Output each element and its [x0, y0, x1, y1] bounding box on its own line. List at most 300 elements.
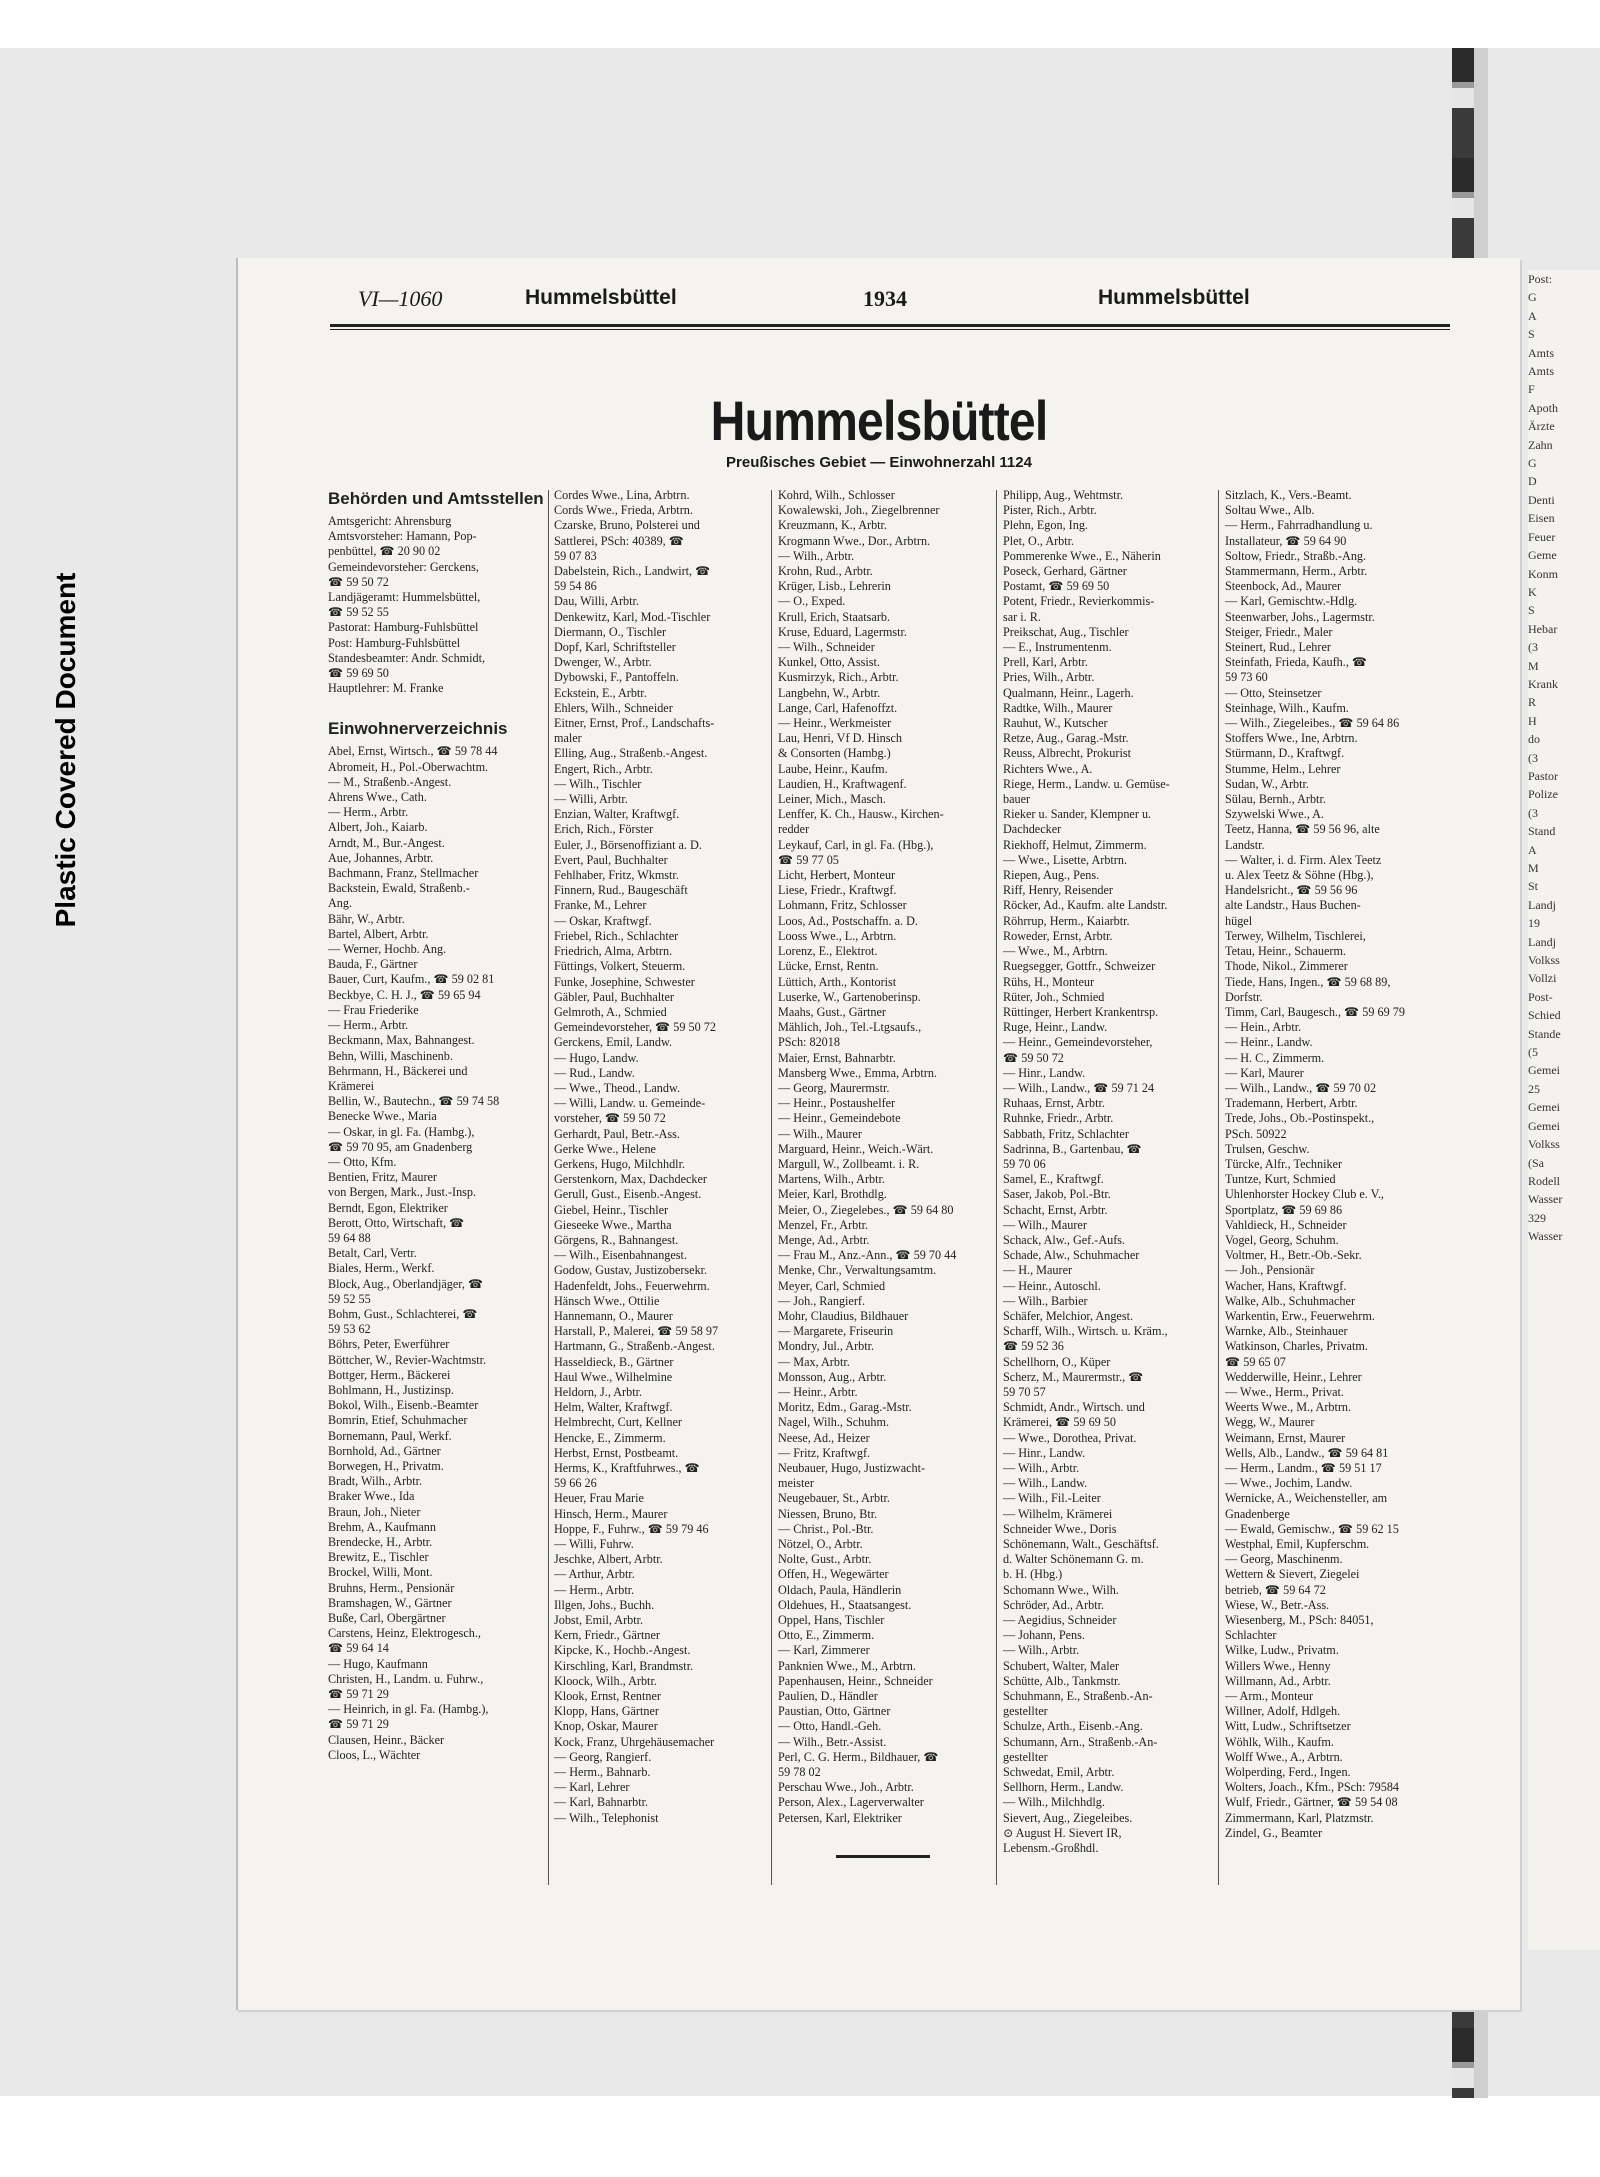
- directory-entry: — O., Exped.: [778, 594, 846, 609]
- directory-entry: Szywelski Wwe., A.: [1225, 807, 1324, 822]
- directory-entry: Godow, Gustav, Justizobersekr.: [554, 1263, 708, 1278]
- page-number: VI—1060: [358, 286, 443, 311]
- directory-entry: Standesbeamter: Andr. Schmidt,: [328, 650, 486, 665]
- adjacent-page-line: Apoth: [1528, 400, 1558, 415]
- directory-entry: ⊙ August H. Sievert IR,: [1003, 1825, 1122, 1840]
- directory-entry: Haul Wwe., Wilhelmine: [554, 1369, 673, 1384]
- directory-entry: — Hugo, Landw.: [554, 1050, 639, 1065]
- directory-entry: Hinsch, Herm., Maurer: [554, 1506, 668, 1521]
- directory-entry: Ruegsegger, Gottfr., Schweizer: [1003, 959, 1156, 974]
- directory-entry: Helmbrecht, Curt, Kellner: [554, 1415, 682, 1430]
- directory-entry: Abel, Ernst, Wirtsch., ☎ 59 78 44: [328, 744, 498, 759]
- directory-entry: Menge, Ad., Arbtr.: [778, 1232, 870, 1247]
- directory-entry: Buße, Carl, Obergärtner: [328, 1611, 446, 1626]
- directory-entry: Post: Hamburg-Fuhlsbüttel: [328, 635, 461, 650]
- directory-entry: — Heinr., Gemeindevorsteher,: [1003, 1035, 1153, 1050]
- directory-entry: Willmann, Ad., Arbtr.: [1225, 1673, 1331, 1688]
- directory-entry: Aue, Johannes, Arbtr.: [328, 850, 434, 865]
- directory-entry: Hannemann, O., Maurer: [554, 1308, 673, 1323]
- directory-entry: Lohmann, Fritz, Schlosser: [778, 898, 907, 913]
- directory-entry: Lange, Carl, Hafenoffzt.: [778, 700, 898, 715]
- directory-entry: Nötzel, O., Arbtr.: [778, 1537, 863, 1552]
- adjacent-page-line: S: [1528, 603, 1535, 618]
- directory-entry: — Werner, Hochb. Ang.: [328, 942, 447, 957]
- directory-entry: 59 52 55: [328, 1291, 371, 1306]
- directory-entry: Steinhage, Wilh., Kaufm.: [1225, 700, 1349, 715]
- directory-entry: maler: [554, 731, 582, 746]
- directory-entry: Eitner, Ernst, Prof., Landschafts-: [554, 716, 715, 731]
- directory-entry: Benecke Wwe., Maria: [328, 1109, 437, 1124]
- directory-entry: — Wilh., Ziegeleibes., ☎ 59 64 86: [1225, 716, 1400, 731]
- adjacent-page-line: Gemei: [1528, 1063, 1560, 1078]
- directory-entry: Hänsch Wwe., Ottilie: [554, 1293, 660, 1308]
- directory-entry: Arndt, M., Bur.-Angest.: [328, 835, 445, 850]
- adjacent-page-line: 19: [1528, 916, 1540, 931]
- directory-entry: Wells, Alb., Landw., ☎ 59 64 81: [1225, 1445, 1389, 1460]
- directory-entry: Clausen, Heinr., Bäcker: [328, 1732, 445, 1747]
- directory-entry: Sportplatz, ☎ 59 69 86: [1225, 1202, 1343, 1217]
- directory-entry: Oppel, Hans, Tischler: [778, 1613, 885, 1628]
- directory-entry: Lau, Henri, Vf D. Hinsch: [778, 731, 902, 746]
- directory-entry: — Wilh., Tischler: [554, 776, 642, 791]
- directory-entry: Bartel, Albert, Arbtr.: [328, 926, 429, 941]
- directory-entry: Wedderwille, Heinr., Lehrer: [1225, 1369, 1362, 1384]
- directory-entry: — Heinr., Gemeindebote: [778, 1111, 901, 1126]
- directory-entry: Röhrrup, Herm., Kaiarbtr.: [1003, 913, 1130, 928]
- directory-entry: — Oskar, in gl. Fa. (Hambg.),: [328, 1124, 475, 1139]
- directory-entry: sar i. R.: [1003, 609, 1041, 624]
- directory-entry: Watkinson, Charles, Privatm.: [1225, 1339, 1368, 1354]
- directory-entry: Schacht, Ernst, Arbtr.: [1003, 1202, 1108, 1217]
- directory-entry: Plehn, Egon, Ing.: [1003, 518, 1088, 533]
- directory-entry: Weimann, Ernst, Maurer: [1225, 1430, 1346, 1445]
- directory-entry: & Consorten (Hambg.): [778, 746, 891, 761]
- running-title-left: Hummelsbüttel: [525, 286, 677, 309]
- directory-entry: ☎ 59 71 29: [328, 1717, 389, 1732]
- adjacent-page-line: Polize: [1528, 787, 1558, 802]
- directory-entry: Görgens, R., Bahnangest.: [554, 1232, 679, 1247]
- directory-entry: Sellhorn, Herm., Landw.: [1003, 1780, 1124, 1795]
- directory-column-1: [328, 488, 548, 1888]
- directory-entry: Sabbath, Fritz, Schlachter: [1003, 1126, 1129, 1141]
- directory-entry: — Hein., Arbtr.: [1225, 1020, 1302, 1035]
- directory-entry: — Wilh., Telephonist: [554, 1810, 659, 1825]
- directory-entry: Kloock, Wilh., Arbtr.: [554, 1673, 657, 1688]
- directory-entry: Sitzlach, K., Vers.-Beamt.: [1225, 488, 1352, 502]
- directory-entry: Bauda, F., Gärtner: [328, 957, 418, 972]
- directory-entry: Westphal, Emil, Kupferschm.: [1225, 1537, 1370, 1552]
- directory-entry: Betalt, Carl, Vertr.: [328, 1246, 417, 1261]
- directory-entry: Wöhlk, Wilh., Kaufm.: [1225, 1734, 1334, 1749]
- directory-entry: Neubauer, Hugo, Justizwacht-: [778, 1461, 926, 1475]
- directory-entry: Berott, Otto, Wirtschaft, ☎: [328, 1215, 465, 1230]
- directory-entry: Neugebauer, St., Arbtr.: [778, 1491, 890, 1506]
- directory-entry: Willner, Adolf, Hdlgeh.: [1225, 1704, 1341, 1719]
- directory-entry: Rühs, H., Monteur: [1003, 974, 1095, 989]
- directory-entry: — Heinr., Arbtr.: [778, 1384, 858, 1399]
- directory-entry: Roweder, Ernst, Arbtr.: [1003, 928, 1113, 943]
- directory-entry: Postamt, ☎ 59 69 50: [1003, 579, 1110, 594]
- adjacent-page-line: Landj: [1528, 897, 1556, 912]
- directory-entry: Mählich, Joh., Tel.-Ltgsaufs.,: [778, 1020, 922, 1035]
- directory-entry: Erich, Rich., Förster: [554, 822, 654, 837]
- directory-entry: ☎ 59 64 14: [328, 1641, 389, 1656]
- adjacent-page-line: Stande: [1528, 1026, 1561, 1041]
- adjacent-page-line: (3: [1528, 805, 1538, 820]
- directory-entry: Bornhold, Ad., Gärtner: [328, 1443, 441, 1458]
- adjacent-page-line: 329: [1528, 1210, 1546, 1225]
- directory-column-5: [1225, 488, 1445, 1888]
- directory-entry: — Wilh., Schneider: [778, 640, 875, 655]
- adjacent-page-line: S: [1528, 327, 1535, 342]
- directory-entry: Martens, Wilh., Arbtr.: [778, 1172, 885, 1187]
- directory-entry: Böhrs, Peter, Ewerführer: [328, 1337, 450, 1352]
- directory-entry: Gerke Wwe., Helene: [554, 1141, 656, 1156]
- directory-entry: Schäfer, Melchior, Angest.: [1003, 1308, 1134, 1323]
- directory-entry: — Wilh., Landw., ☎ 59 70 02: [1225, 1080, 1377, 1095]
- directory-entry: Steenbock, Ad., Maurer: [1225, 579, 1342, 594]
- directory-entry: Diermann, O., Tischler: [554, 624, 667, 639]
- directory-entry: — Wilh., Landw.: [1003, 1476, 1088, 1491]
- directory-entry: Fehlhaber, Fritz, Wkmstr.: [554, 868, 679, 883]
- directory-entry: meister: [778, 1476, 814, 1491]
- directory-entry: Hencke, E., Zimmerm.: [554, 1430, 666, 1445]
- directory-entry: Helm, Walter, Kraftwgf.: [554, 1400, 673, 1415]
- directory-entry: Scherz, M., Maurermstr., ☎: [1003, 1369, 1144, 1384]
- directory-entry: ☎ 59 77 05: [778, 852, 839, 867]
- adjacent-page-line: Wasser: [1528, 1192, 1563, 1207]
- directory-entry: Landjägeramt: Hummelsbüttel,: [328, 590, 481, 605]
- directory-entry: vorsteher, ☎ 59 50 72: [554, 1111, 666, 1126]
- directory-entry: Friedrich, Alma, Arbtrn.: [554, 944, 673, 959]
- directory-entry: Zindel, G., Beamter: [1225, 1825, 1323, 1840]
- directory-entry: Hoppe, F., Fuhrw., ☎ 59 79 46: [554, 1521, 709, 1536]
- directory-entry: Jobst, Emil, Arbtr.: [554, 1613, 644, 1628]
- adjacent-page-line: G: [1528, 456, 1537, 471]
- adjacent-page-line: Landj: [1528, 934, 1556, 949]
- directory-entry: Schack, Alw., Gef.-Aufs.: [1003, 1232, 1126, 1247]
- directory-entry: — Wilh., Landw., ☎ 59 71 24: [1003, 1080, 1155, 1095]
- directory-entry: Soltau Wwe., Alb.: [1225, 503, 1315, 518]
- directory-entry: Friebel, Rich., Schlachter: [554, 928, 679, 943]
- directory-entry: Christen, H., Landm. u. Fuhrw.,: [328, 1671, 484, 1686]
- directory-entry: Berndt, Egon, Elektriker: [328, 1200, 448, 1215]
- directory-entry: Rauhut, W., Kutscher: [1003, 716, 1108, 731]
- directory-entry: 59 54 86: [554, 579, 597, 594]
- directory-entry: Heuer, Frau Marie: [554, 1491, 644, 1506]
- directory-entry: Gäbler, Paul, Buchhalter: [554, 989, 674, 1004]
- directory-entry: Cords Wwe., Frieda, Arbtrn.: [554, 503, 693, 518]
- section-heading: Einwohnerverzeichnis: [328, 719, 508, 739]
- adjacent-page-line: Zahn: [1528, 437, 1553, 452]
- directory-entry: — Herm., Arbtr.: [328, 805, 409, 820]
- directory-entry: Beckmann, Max, Bahnangest.: [328, 1033, 475, 1048]
- directory-entry: Franke, M., Lehrer: [554, 898, 647, 913]
- directory-entry: Papenhausen, Heinr., Schneider: [778, 1673, 933, 1688]
- directory-entry: Tiede, Hans, Ingen., ☎ 59 68 89,: [1225, 974, 1391, 989]
- directory-entry: Brehm, A., Kaufmann: [328, 1519, 436, 1534]
- directory-entry: — Oskar, Kraftwgf.: [554, 913, 652, 928]
- directory-entry: Schubert, Walter, Maler: [1003, 1658, 1120, 1673]
- directory-entry: Kohrd, Wilh., Schlosser: [778, 488, 895, 502]
- directory-entry: Bottger, Herm., Bäckerei: [328, 1367, 451, 1382]
- directory-entry: — Hinr., Landw.: [1003, 1445, 1086, 1460]
- directory-entry: Lücke, Ernst, Rentn.: [778, 959, 879, 974]
- directory-entry: Böttcher, W., Revier-Wachtmstr.: [328, 1352, 487, 1367]
- directory-entry: Ang.: [328, 896, 353, 911]
- adjacent-page-line: H: [1528, 713, 1537, 728]
- directory-entry: Uhlenhorster Hockey Club e. V.,: [1225, 1187, 1384, 1202]
- directory-entry: Pommerenke Wwe., E., Näherin: [1003, 548, 1161, 563]
- directory-entry: Bruhns, Herm., Pensionär: [328, 1580, 455, 1595]
- directory-entry: Moritz, Edm., Garag.-Mstr.: [778, 1400, 912, 1415]
- directory-entry: — Margarete, Friseurin: [778, 1324, 894, 1339]
- directory-entry: Handelsricht., ☎ 59 56 96: [1225, 883, 1358, 898]
- directory-entry: Gerstenkorn, Max, Dachdecker: [554, 1172, 707, 1187]
- directory-entry: Oldehues, H., Staatsangest.: [778, 1597, 912, 1612]
- directory-entry: 59 70 57: [1003, 1384, 1046, 1399]
- directory-entry: Luserke, W., Gartenoberinsp.: [778, 989, 921, 1004]
- directory-entry: Pister, Rich., Arbtr.: [1003, 503, 1097, 518]
- directory-entry: Schlachter: [1225, 1628, 1277, 1643]
- directory-entry: Schütte, Alb., Tankmstr.: [1003, 1673, 1121, 1688]
- directory-entry: Elling, Aug., Straßenb.-Angest.: [554, 746, 708, 761]
- adjacent-page-line: St: [1528, 879, 1539, 894]
- directory-entry: Dopf, Karl, Schriftsteller: [554, 640, 676, 655]
- directory-entry: Leiner, Mich., Masch.: [778, 792, 886, 807]
- directory-entry: Illgen, Johs., Buchh.: [554, 1597, 655, 1612]
- directory-entry: Ahrens Wwe., Cath.: [328, 790, 427, 805]
- directory-entry: Enzian, Walter, Kraftwgf.: [554, 807, 680, 822]
- directory-entry: Wolff Wwe., A., Arbtrn.: [1225, 1749, 1343, 1764]
- directory-entry: Mansberg Wwe., Emma, Arbtrn.: [778, 1065, 937, 1080]
- directory-entry: Qualmann, Heinr., Lagerh.: [1003, 685, 1134, 700]
- directory-entry: Dau, Willi, Arbtr.: [554, 594, 639, 609]
- directory-entry: Bradt, Wilh., Arbtr.: [328, 1474, 423, 1489]
- directory-entry: Philipp, Aug., Wehtmstr.: [1003, 488, 1124, 502]
- directory-entry: Wiese, W., Betr.-Ass.: [1225, 1597, 1330, 1612]
- directory-entry: Richters Wwe., A.: [1003, 761, 1093, 776]
- adjacent-page-line: do: [1528, 732, 1540, 747]
- directory-entry: — Georg, Rangierf.: [554, 1749, 652, 1764]
- directory-entry: Türcke, Alfr., Techniker: [1225, 1156, 1343, 1171]
- directory-entry: ☎ 59 65 07: [1225, 1354, 1286, 1369]
- directory-entry: Prell, Karl, Arbtr.: [1003, 655, 1088, 670]
- directory-entry: Witt, Ludw., Schriftsetzer: [1225, 1719, 1351, 1734]
- directory-entry: Bohm, Gust., Schlachterei, ☎: [328, 1306, 478, 1321]
- directory-entry: Biales, Herm., Werkf.: [328, 1261, 435, 1276]
- directory-entry: — Karl, Lehrer: [554, 1780, 630, 1795]
- directory-entry: Terwey, Wilhelm, Tischlerei,: [1225, 928, 1366, 943]
- directory-entry: Beckbye, C. H. J., ☎ 59 65 94: [328, 987, 481, 1002]
- directory-entry: — H., Maurer: [1003, 1263, 1073, 1278]
- adjacent-page-line: Pastor: [1528, 768, 1558, 783]
- directory-entry: Bokol, Wilh., Eisenb.-Beamter: [328, 1398, 479, 1413]
- directory-entry: Scharff, Wilh., Wirtsch. u. Kräm.,: [1003, 1324, 1168, 1339]
- adjacent-page-line: Gemei: [1528, 1118, 1560, 1133]
- running-title-right: Hummelsbüttel: [1098, 286, 1250, 309]
- directory-entry: Schwedat, Emil, Arbtr.: [1003, 1765, 1115, 1780]
- directory-entry: Backstein, Ewald, Straßenb.-: [328, 881, 470, 896]
- section-heading: Behörden und Amtsstellen: [328, 489, 544, 508]
- directory-entry: d. Walter Schönemann G. m.: [1003, 1552, 1144, 1567]
- directory-entry: Poseck, Gerhard, Gärtner: [1003, 564, 1127, 579]
- directory-entry: Langbehn, W., Arbtr.: [778, 685, 881, 700]
- directory-entry: Bentien, Fritz, Maurer: [328, 1170, 437, 1185]
- directory-entry: Eckstein, E., Arbtr.: [554, 685, 647, 700]
- directory-entry: Maier, Ernst, Bahnarbtr.: [778, 1050, 896, 1065]
- adjacent-page-fragment: [1528, 270, 1600, 1950]
- directory-entry: Pries, Wilh., Arbtr.: [1003, 670, 1095, 685]
- directory-entry: Krüger, Lisb., Lehrerin: [778, 579, 891, 594]
- directory-entry: Gemeindevorsteher: Gerckens,: [328, 559, 479, 574]
- directory-entry: redder: [778, 822, 810, 837]
- directory-entry: — Heinr., Werkmeister: [778, 716, 892, 731]
- directory-entry: Ehlers, Wilh., Schneider: [554, 700, 673, 715]
- directory-entry: Maahs, Gust., Gärtner: [778, 1004, 886, 1019]
- directory-entry: — Wilh., Betr.-Assist.: [778, 1734, 887, 1749]
- directory-entry: Behrmann, H., Bäckerei und: [328, 1063, 468, 1078]
- directory-entry: Borwegen, H., Privatm.: [328, 1458, 444, 1473]
- directory-entry: Riepen, Aug., Pens.: [1003, 868, 1100, 883]
- directory-entry: — Wwe., Herm., Privat.: [1225, 1384, 1344, 1399]
- directory-entry: — Wilh., Milchhdlg.: [1003, 1795, 1105, 1810]
- directory-entry: Bomrin, Etief, Schuhmacher: [328, 1413, 468, 1428]
- directory-entry: Zimmermann, Karl, Platzmstr.: [1225, 1810, 1374, 1825]
- directory-entry: Samel, E., Kraftwgf.: [1003, 1172, 1104, 1187]
- column-divider: [771, 490, 772, 1885]
- directory-entry: Czarske, Bruno, Polsterei und: [554, 518, 700, 533]
- directory-entry: Dybowski, F., Pantoffeln.: [554, 670, 679, 685]
- directory-entry: — Otto, Steinsetzer: [1225, 685, 1322, 700]
- directory-entry: — Wwe., Jochim, Landw.: [1225, 1476, 1353, 1491]
- directory-entry: — Arthur, Arbtr.: [554, 1567, 635, 1582]
- adjacent-page-line: (3: [1528, 750, 1538, 765]
- directory-entry: Bellin, W., Bautechn., ☎ 59 74 58: [328, 1094, 500, 1109]
- directory-entry: b. H. (Hbg.): [1003, 1567, 1063, 1582]
- directory-entry: Dachdecker: [1003, 822, 1062, 837]
- directory-entry: Wolperding, Ferd., Ingen.: [1225, 1765, 1351, 1780]
- directory-entry: penbüttel, ☎ 20 90 02: [328, 544, 441, 559]
- directory-entry: — Frau Friederike: [328, 1002, 419, 1017]
- directory-entry: gestellter: [1003, 1704, 1048, 1719]
- directory-entry: — Wilh., Arbtr.: [778, 548, 855, 563]
- directory-entry: Gemeindevorsteher, ☎ 59 50 72: [554, 1020, 716, 1035]
- directory-entry: Behn, Willi, Maschinenb.: [328, 1048, 453, 1063]
- directory-entry: Kunkel, Otto, Assist.: [778, 655, 880, 670]
- directory-entry: PSch: 82018: [778, 1035, 840, 1050]
- directory-entry: Sattlerei, PSch: 40389, ☎: [554, 533, 684, 548]
- directory-entry: Rieker u. Sander, Klempner u.: [1003, 807, 1152, 822]
- directory-entry: Schomann Wwe., Wilh.: [1003, 1582, 1119, 1597]
- directory-entry: — Aegidius, Schneider: [1003, 1613, 1117, 1628]
- directory-entry: Lorenz, E., Elektrot.: [778, 944, 878, 959]
- directory-entry: Schulze, Arth., Eisenb.-Ang.: [1003, 1719, 1143, 1734]
- directory-entry: Ruge, Heinr., Landw.: [1003, 1020, 1108, 1035]
- directory-entry: Installateur, ☎ 59 64 90: [1225, 533, 1347, 548]
- directory-entry: von Bergen, Mark., Just.-Insp.: [328, 1185, 477, 1200]
- adjacent-page-line: Geme: [1528, 548, 1557, 563]
- directory-entry: — E., Instrumentenm.: [1003, 640, 1112, 655]
- directory-entry: Oldach, Paula, Händlerin: [778, 1582, 902, 1597]
- directory-entry: Knop, Oskar, Maurer: [554, 1719, 658, 1734]
- directory-entry: Margull, W., Zollbeamt. i. R.: [778, 1156, 920, 1171]
- directory-entry: Trede, Johs., Ob.-Postinspekt.,: [1225, 1111, 1375, 1126]
- directory-page: [236, 258, 1520, 2010]
- directory-entry: Thode, Nikol., Zimmerer: [1225, 959, 1348, 974]
- running-header: [238, 286, 1520, 320]
- directory-entry: Landstr.: [1225, 837, 1265, 852]
- directory-entry: Hadenfeldt, Johs., Feuerwehrm.: [554, 1278, 710, 1293]
- directory-entry: Euler, J., Börsenoffiziant a. D.: [554, 837, 702, 852]
- directory-entry: Ruhaas, Ernst, Arbtr.: [1003, 1096, 1105, 1111]
- directory-entry: Kock, Franz, Uhrgehäusemacher: [554, 1734, 715, 1749]
- directory-entry: — Christ., Pol.-Btr.: [778, 1521, 874, 1536]
- directory-entry: Pastorat: Hamburg-Fuhlsbüttel: [328, 620, 479, 635]
- directory-entry: Hasseldieck, B., Gärtner: [554, 1354, 674, 1369]
- directory-entry: alte Landstr., Haus Buchen-: [1225, 898, 1361, 913]
- directory-entry: Brockel, Willi, Mont.: [328, 1565, 433, 1580]
- directory-entry: Engert, Rich., Arbtr.: [554, 761, 653, 776]
- directory-entry: Wulf, Friedr., Gärtner, ☎ 59 54 08: [1225, 1795, 1398, 1810]
- directory-entry: — Wwe., Lisette, Arbtrn.: [1003, 852, 1127, 867]
- directory-entry: — Arm., Monteur: [1225, 1689, 1314, 1704]
- directory-entry: Leykauf, Carl, in gl. Fa. (Hbg.),: [778, 837, 934, 852]
- directory-entry: Sievert, Aug., Ziegeleibes.: [1003, 1810, 1133, 1825]
- directory-entry: Nagel, Wilh., Schuhm.: [778, 1415, 889, 1430]
- directory-entry: — Herm., Fahrradhandlung u.: [1225, 518, 1373, 533]
- directory-entry: Krohn, Rud., Arbtr.: [778, 564, 873, 579]
- adjacent-page-line: M: [1528, 861, 1539, 875]
- directory-entry: Vogel, Georg, Schuhm.: [1225, 1232, 1339, 1247]
- directory-entry: — Rud., Landw.: [554, 1065, 635, 1080]
- directory-entry: Kusmirzyk, Rich., Arbtr.: [778, 670, 899, 685]
- adjacent-page-line: D: [1528, 474, 1537, 489]
- directory-entry: Loos, Ad., Postschaffn. a. D.: [778, 913, 918, 928]
- adjacent-page-line: Denti: [1528, 492, 1555, 507]
- directory-entry: Riff, Henry, Reisender: [1003, 883, 1113, 898]
- directory-entry: — Otto, Handl.-Geh.: [778, 1719, 882, 1734]
- directory-entry: Stammermann, Herm., Arbtr.: [1225, 564, 1368, 579]
- directory-entry: Riege, Herm., Landw. u. Gemüse-: [1003, 776, 1170, 791]
- directory-entry: Krogmann Wwe., Dor., Arbtrn.: [778, 533, 931, 548]
- directory-entry: Perl, C. G. Herm., Bildhauer, ☎: [778, 1749, 939, 1764]
- directory-entry: Stürmann, D., Kraftwgf.: [1225, 746, 1345, 761]
- directory-entry: — Joh., Pensionär: [1225, 1263, 1315, 1278]
- directory-entry: ☎ 59 71 29: [328, 1687, 389, 1702]
- directory-entry: Soltow, Friedr., Straßb.-Ang.: [1225, 548, 1367, 563]
- directory-entry: Kreuzmann, K., Arbtr.: [778, 518, 887, 533]
- directory-entry: Wilke, Ludw., Privatm.: [1225, 1643, 1339, 1658]
- directory-entry: Teetz, Hanna, ☎ 59 56 96, alte: [1225, 822, 1380, 837]
- directory-entry: Schellhorn, O., Küper: [1003, 1354, 1111, 1369]
- directory-column-4: [1003, 488, 1213, 1888]
- directory-entry: Steinert, Rud., Lehrer: [1225, 640, 1331, 655]
- directory-entry: Gerckens, Emil, Landw.: [554, 1035, 673, 1050]
- directory-entry: — Heinrich, in gl. Fa. (Hambg.),: [328, 1702, 489, 1717]
- directory-entry: Warkentin, Erw., Feuerwehrm.: [1225, 1308, 1375, 1323]
- adjacent-page-line: Amts: [1528, 364, 1555, 379]
- directory-column-2: [554, 488, 764, 1888]
- directory-entry: — Max, Arbtr.: [778, 1354, 850, 1369]
- directory-entry: Offen, H., Wegewärter: [778, 1567, 889, 1582]
- directory-entry: 59 70 06: [1003, 1156, 1046, 1171]
- directory-entry: — Joh., Rangierf.: [778, 1293, 865, 1308]
- adjacent-page-line: F: [1528, 382, 1535, 397]
- directory-entry: Kern, Friedr., Gärtner: [554, 1628, 660, 1643]
- directory-entry: — Heinr., Landw.: [1225, 1035, 1313, 1050]
- directory-entry: Herbst, Ernst, Postbeamt.: [554, 1445, 679, 1460]
